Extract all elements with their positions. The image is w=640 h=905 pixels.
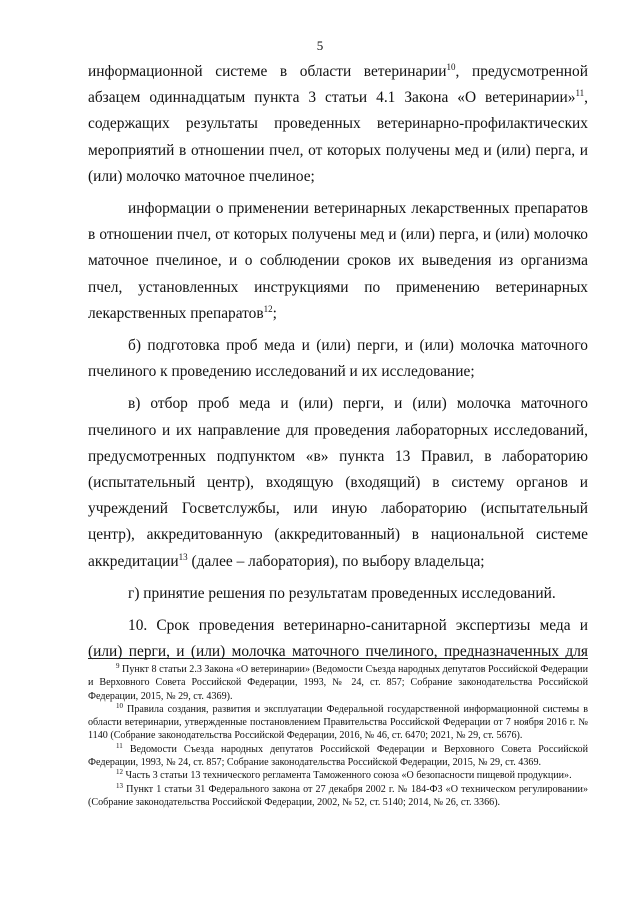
footnote-number: 13	[116, 781, 123, 790]
footnotes	[88, 663, 588, 809]
footnote-13	[88, 783, 588, 810]
paragraph-2-text: ;	[272, 304, 277, 322]
paragraph-3-text: б) подготовка проб меда и (или) перги, и (или) молочка маточного пчелиного к проведению исследований и их исследование;	[88, 337, 588, 381]
footnote-text: Часть 3 статьи 13 технического регламента Таможенного союза «О безопасности пищевой продукции».	[125, 770, 572, 782]
footnote-text: Пункт 8 статьи 2.3 Закона «О ветеринарии» (Ведомости Съезда народных депутатов Российской Федерации и Верховного Совета Российской Федерации, 1993, № 24, ст. 857; Собрание законодательства Российской Федерации, 2015, № 29, ст. 4369).	[88, 664, 588, 702]
footnote-text: Правила создания, развития и эксплуатации Федеральной государственной информационной системы в области ветеринарии, утвержденные постановлением Правительства Российской Федерации от 7 ноября 2016 г. № 1140 (Собрание законодательства Российской Федерации, 2016, № 46, ст. 6470; 2021, № 29, ст. 5676).	[88, 703, 588, 742]
footnote-text: Ведомости Съезда народных депутатов Российской Федерации и Верховного Совета Российской Федерации, 1993, № 24, ст. 857; Собрание законодательства Российской Федерации, 2015, № 29, ст. 4369.	[88, 743, 588, 769]
footnote-11	[88, 743, 588, 770]
paragraph-5-text: г) принятие решения по результатам проведенных исследований.	[128, 584, 556, 602]
paragraph-2	[88, 196, 588, 327]
paragraph-4	[88, 391, 588, 574]
paragraph-6-text: 10. Срок проведения ветеринарно-санитарной экспертизы меда и (или) перги, и (или) молочка маточного пчелиного, предназначенных для	[88, 617, 588, 661]
paragraph-1-text: , содержащих результаты проведенных ветеринарно-профилактических мероприятий в отношении пчел, от которых получены мед и (или) перга, и (или) молочко маточное пчелиное;	[88, 89, 588, 185]
footnote-10	[88, 703, 588, 743]
footnote-text: Пункт 1 статьи 31 Федерального закона от 27 декабря 2002 г. № 184-ФЗ «О техническом регулировании» (Собрание законодательства Российской Федерации, 2002, № 52, ст. 5140; 2014, № 26, ст. 3366).	[88, 783, 588, 808]
paragraph-4-text: в) отбор проб меда и (или) перги, и (или) молочка маточного пчелиного и их направление для проведения лабораторных исследований, предусмотренных подпунктом «в» пункта 13 Правил, в лабораторию (испытательный центр), входящую (входящий) в систему органов и учреждений Госветслужбы, или иную лабораторию (испытательный центр), аккредитованную (аккредитованный) в национальной системе аккредитации	[88, 395, 588, 570]
footnote-number: 10	[116, 701, 123, 710]
footnote-ref-11: 11	[575, 88, 585, 99]
footnote-12	[88, 769, 588, 782]
footnote-number: 11	[116, 741, 123, 750]
body-text	[88, 59, 588, 665]
footnote-divider	[88, 658, 588, 659]
footnote-number: 9	[116, 662, 120, 670]
footnote-9	[88, 663, 588, 703]
paragraph-1-text: информационной системе в области ветеринарии	[88, 63, 447, 80]
footnote-ref-13: 13	[178, 551, 188, 562]
paragraph-1	[88, 59, 588, 190]
footnote-ref-10: 10	[446, 62, 456, 72]
paragraph-3	[88, 333, 588, 385]
footnote-ref-12: 12	[263, 303, 273, 314]
paragraph-1-text: , предусмотренной абзацем одиннадцатым пункта 3 статьи 4.1 Закона «О ветеринарии»	[88, 63, 588, 107]
footnote-number: 12	[116, 768, 123, 777]
paragraph-2-text: информации о применении ветеринарных лекарственных препаратов в отношении пчел, от которых получены мед и (или) перга, и (или) молочко маточное пчелиное, и о соблюдении сроков их выведения из организма пчел, установленных инструкциями по применению ветеринарных лекарственных препаратов	[88, 200, 588, 322]
paragraph-5	[88, 581, 588, 607]
paragraph-4-text: (далее – лаборатория), по выбору владельца;	[187, 552, 485, 570]
page-number: 5	[316, 38, 324, 53]
